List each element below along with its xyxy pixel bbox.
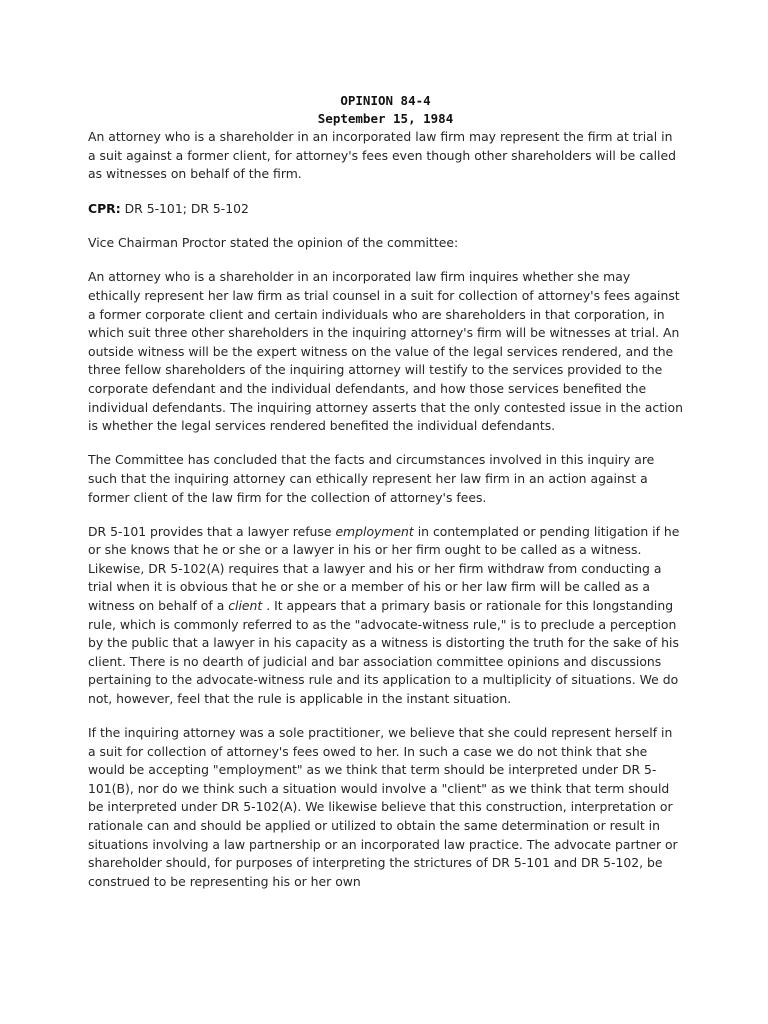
rule-emphasis-client: client: [228, 597, 263, 613]
cpr-label: CPR:: [88, 201, 121, 217]
rule-text-2: in contemplated or pending litigation if he or she knows that he or she or a lawyer in his or her firm ought to be called as a witness. Likewise, DR 5-102(A) requires that a lawyer and his or her firm withdraw from conducting a trial when it is obvious that he or she or a member of his or her law firm will be called as a witness on behalf of a: [88, 523, 680, 613]
opinion-title: OPINION 84-4: [340, 93, 431, 108]
document-page: [88, 92, 683, 907]
rule-text-1: DR 5-101 provides that a lawyer refuse: [88, 523, 336, 539]
intro-paragraph: Vice Chairman Proctor stated the opinion of the committee:: [88, 235, 459, 251]
rule-text-3: . It appears that a primary basis or rationale for this longstanding rule, which is commonly referred to as the "advocate-witness rule," is to preclude a perception by the public that a lawyer in his capacity as a witness is distorting the truth for the sake of his client. There is no dearth of judicial and bar association committee opinions and discussions pertaining to the advocate-witness rule and its application to a multiplicity of situations. We do not, however, feel that the rule is applicable in the instant situation.: [88, 597, 679, 706]
sole-practitioner-paragraph: If the inquiring attorney was a sole practitioner, we believe that she could represent herself in a suit for collection of attorney's fees owed to her. In such a case we do not think that she would be accepting "employment" as we think that term should be interpreted under DR 5-101(B), nor do we think such a situation would involve a "client" as we think that term should be interpreted under DR 5-102(A). We likewise believe that this construction, interpretation or rationale can and should be applied or utilized to obtain the same determination or result in situations involving a law partnership or an incorporated law practice. The advocate partner or shareholder should, for purposes of interpreting the strictures of DR 5-101 and DR 5-102, be construed to be representing his or her own: [88, 725, 678, 889]
summary-paragraph: An attorney who is a shareholder in an incorporated law firm may represent the firm at trial in a suit against a former client, for attorney's fees even though other shareholders will be called as witnesses on behalf of the firm.: [88, 129, 676, 182]
cpr-refs: DR 5-101; DR 5-102: [120, 201, 249, 217]
facts-paragraph: An attorney who is a shareholder in an incorporated law firm inquires whether she may ethically represent her law firm as trial counsel in a suit for collection of attorney's fees against a former corporate client and certain individuals who are shareholders in that corporation, in which suit three other shareholders in the inquiring attorney's firm will be witnesses at trial. An outside witness will be the expert witness on the value of the legal services rendered, and the three fellow shareholders of the inquiring attorney will testify to the services provided to the corporate defendant and the individual defendants, and how those services benefited the individual defendants. The inquiring attorney asserts that the only contested issue in the action is whether the legal services rendered benefited the individual defendants.: [88, 269, 683, 434]
cpr-line: [88, 200, 683, 219]
opinion-date: September 15, 1984: [317, 111, 454, 126]
rule-paragraph: [88, 523, 683, 709]
conclusion-paragraph: The Committee has concluded that the facts and circumstances involved in this inquiry are such that the inquiring attorney can ethically represent her law firm in an action against a former client of the law firm for the collection of attorney's fees.: [88, 452, 655, 505]
opinion-heading: [88, 92, 683, 128]
rule-emphasis-employment: employment: [335, 523, 414, 539]
